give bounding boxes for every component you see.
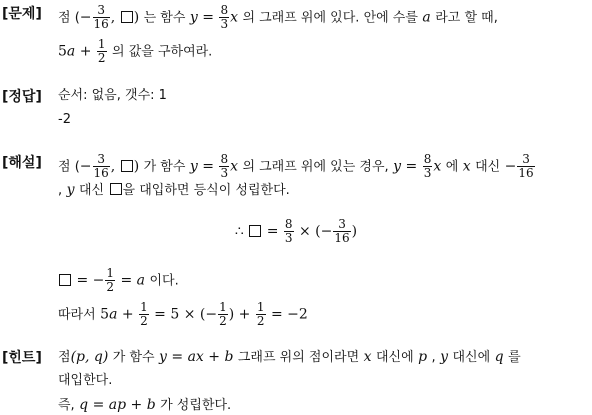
hint-label: [힌트] bbox=[2, 350, 42, 366]
fraction: $\frac{1}{2}$ bbox=[97, 37, 106, 65]
blank-box bbox=[121, 160, 133, 172]
answer-line-1: 순서: 없음, 갯수: 1 bbox=[58, 88, 167, 103]
answer-line-2: -2 bbox=[58, 112, 71, 127]
explanation-line-3: = − $\frac{1}{2}$ = a 이다. bbox=[58, 267, 179, 294]
hint-line-1: 점(p, q) 가 함수 y = ax + b 그래프 위의 점이라면 x 대신에 p , y 대신에 q 를 bbox=[58, 349, 521, 365]
blank-box bbox=[121, 11, 133, 23]
hint-line-3: 즉, q = ap + b 가 성립한다. bbox=[58, 397, 232, 413]
explanation-line-1: 점 (− $\frac{3}{16}$ , ) 가 함수 y = $\frac{8}{3}$ x 의 그래프 위에 있는 경우, y = $\frac{8}{3}$ x 에 x 대신 − $\frac{3}{16}$ bbox=[58, 152, 534, 180]
equation-therefore: ∴ = $\frac{8}{3}$ × (− $\frac{3}{16}$ ) bbox=[234, 217, 358, 245]
fraction: $\frac{3}{16}$ bbox=[93, 3, 109, 31]
problem-line-2: 5a + $\frac{1}{2}$ 의 값을 구하여라. bbox=[58, 37, 213, 65]
problem-line-1: 점 (− $\frac{3}{16}$ , ) 는 함수 y = $\frac{8}{3}$ x 의 그래프 위에 있다. 안에 수를 a 라고 할 때, bbox=[58, 3, 498, 31]
hint-line-2: 대입한다. bbox=[58, 373, 113, 388]
fraction: $\frac{8}{3}$ bbox=[220, 3, 229, 31]
explanation-line-2: , y 대신 을 대입하면 등식이 성립한다. bbox=[58, 182, 290, 198]
explanation-label: [해설] bbox=[2, 155, 42, 171]
problem-label: [문제] bbox=[2, 6, 42, 22]
explanation-line-4: 따라서 5a + $\frac{1}{2}$ = 5 × (− $\frac{1}{2}$ ) + $\frac{1}{2}$ = −2 bbox=[58, 300, 308, 328]
answer-label: [정답] bbox=[2, 89, 42, 105]
